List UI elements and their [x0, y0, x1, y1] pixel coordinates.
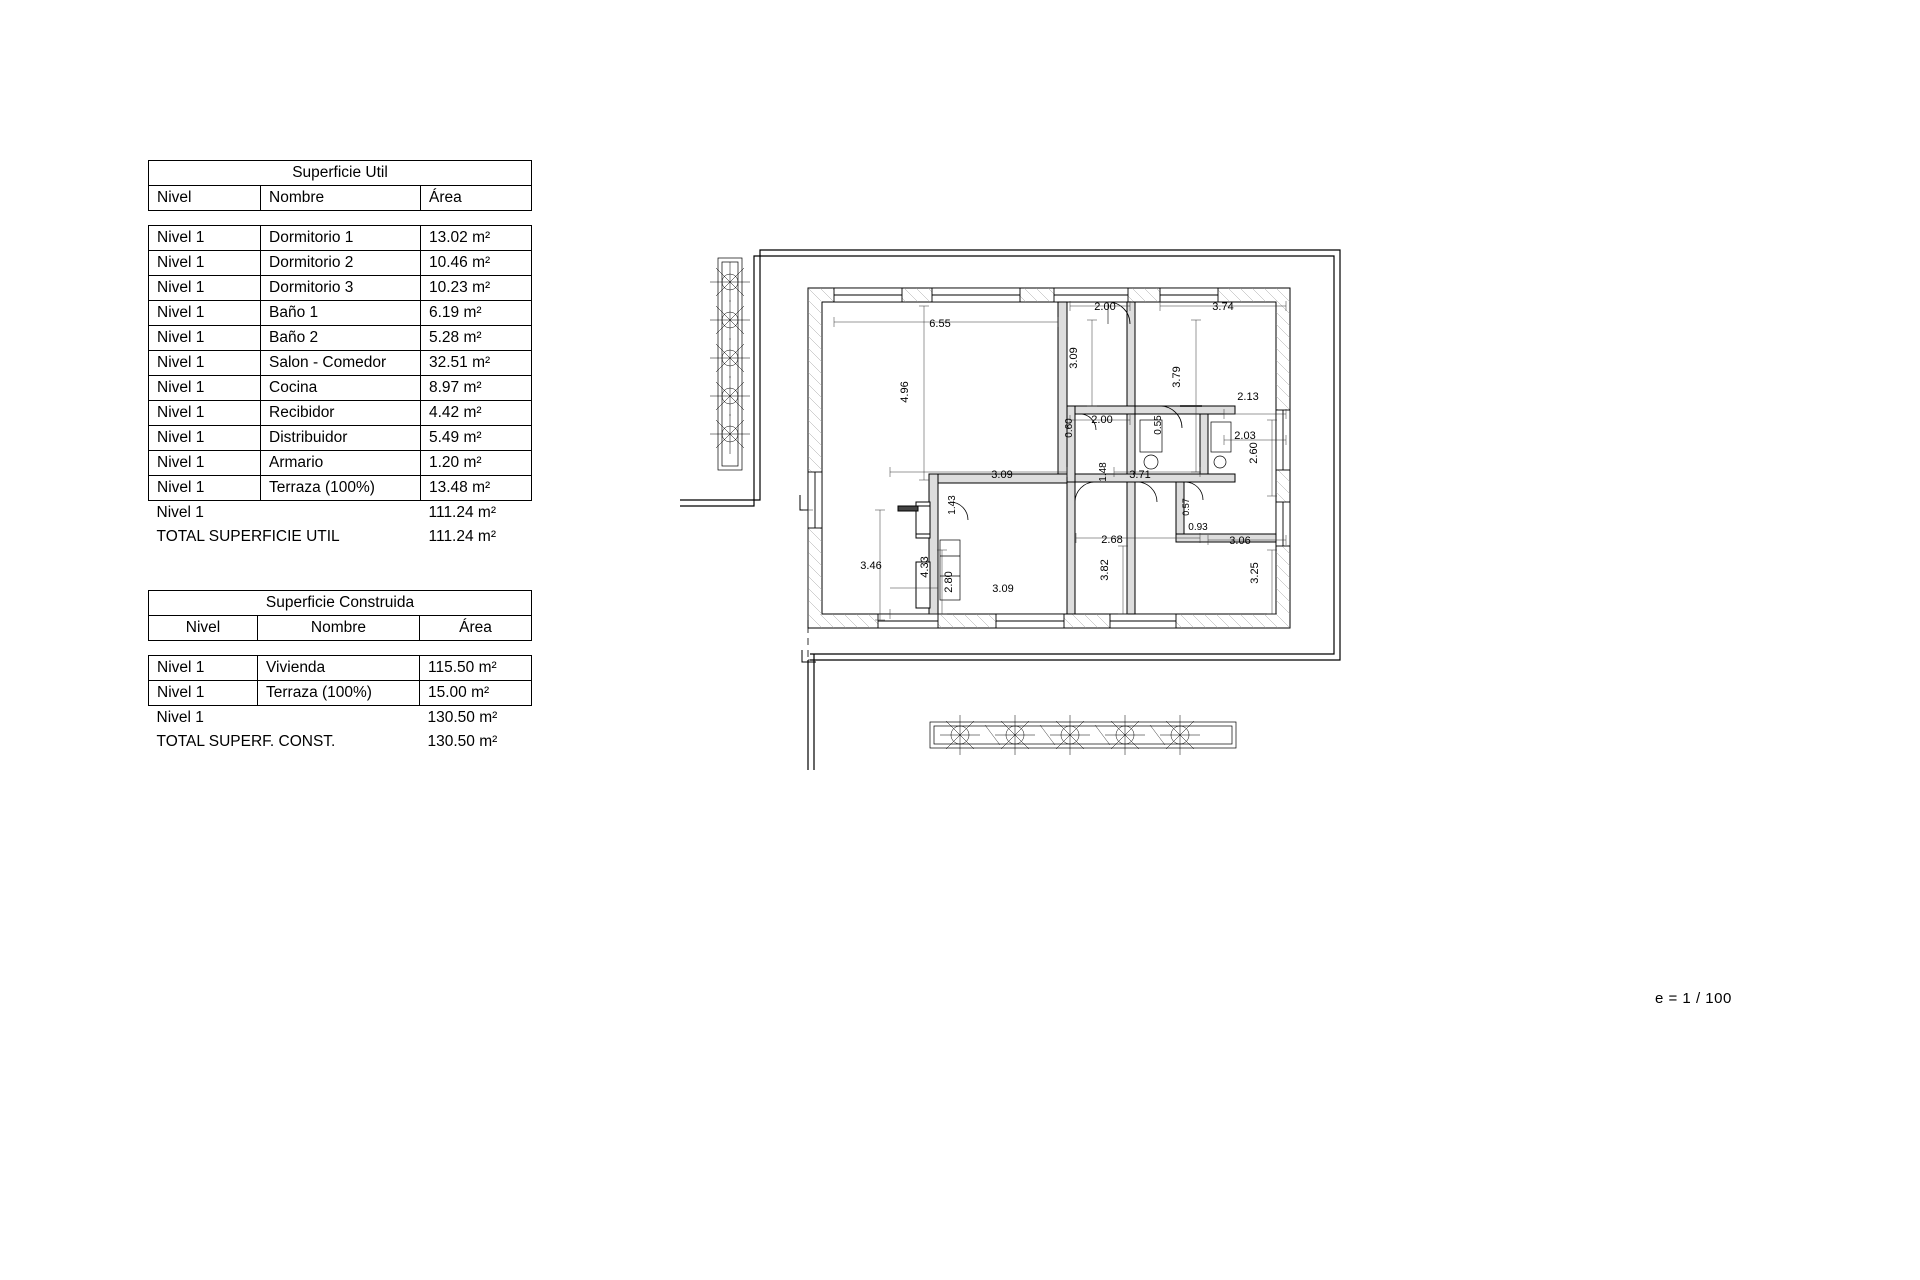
- cell-nivel: Nivel 1: [149, 351, 261, 376]
- cell-nombre: Recibidor: [261, 401, 421, 426]
- table-row: [149, 656, 532, 681]
- total-value: 130.50 m²: [427, 733, 498, 750]
- summary-label: Nivel 1: [156, 504, 204, 521]
- cell-nivel: Nivel 1: [149, 326, 261, 351]
- cell-area: 6.19 m²: [421, 301, 532, 326]
- cell-nombre: Armario: [261, 451, 421, 476]
- total-value: 111.24 m²: [428, 528, 496, 545]
- cell-nombre: Baño 2: [261, 326, 421, 351]
- cell-nivel: Nivel 1: [149, 451, 261, 476]
- table-spacer: [149, 641, 532, 656]
- cell-nombre: Distribuidor: [261, 426, 421, 451]
- table-summary-row: [149, 706, 532, 731]
- table-row: [149, 226, 532, 251]
- cell-nivel: Nivel 1: [149, 276, 261, 301]
- cell-nivel: Nivel 1: [149, 226, 261, 251]
- table-row: [149, 401, 532, 426]
- cell-nivel: Nivel 1: [149, 376, 261, 401]
- dim-label: 2.00: [1094, 301, 1116, 313]
- summary-value: 130.50 m²: [427, 709, 498, 726]
- floor-plan-drawing: [640, 210, 1460, 770]
- table-row: [149, 376, 532, 401]
- cell-nombre: Baño 1: [261, 301, 421, 326]
- windows: [808, 288, 1290, 628]
- dim-label: 1.43: [947, 495, 958, 515]
- column-header-area: Área: [421, 186, 532, 211]
- superficie-construida-table: [148, 590, 532, 754]
- dim-label: 3.09: [1068, 347, 1080, 369]
- table-row: [149, 301, 532, 326]
- summary-spacer: [258, 706, 420, 731]
- cell-nivel: Nivel 1: [149, 426, 261, 451]
- summary-value: 111.24 m²: [428, 504, 496, 521]
- table-title-row: [149, 161, 532, 186]
- dim-label: 2.13: [1237, 391, 1259, 403]
- cell-nivel: Nivel 1: [149, 656, 258, 681]
- table-row: [149, 326, 532, 351]
- dim-label: 2.80: [943, 571, 955, 593]
- dim-label: 3.09: [992, 583, 1014, 595]
- dim-label: 3.06: [1229, 535, 1251, 547]
- cell-nombre: Terraza (100%): [258, 681, 420, 706]
- cell-area: 13.48 m²: [421, 476, 532, 501]
- hedge-left-icon: [710, 258, 750, 470]
- dim-label: 3.46: [860, 560, 882, 572]
- table-head-util: [148, 160, 532, 549]
- site-boundary-wall: [680, 250, 1340, 770]
- cell-nombre: Vivienda: [258, 656, 420, 681]
- table-row: [149, 351, 532, 376]
- dim-label: 0.55: [1153, 415, 1164, 435]
- cell-nombre: Dormitorio 2: [261, 251, 421, 276]
- table-row: [149, 276, 532, 301]
- dim-label: 2.68: [1101, 534, 1123, 546]
- table-spacer: [149, 211, 532, 226]
- dim-label: 3.25: [1249, 562, 1261, 584]
- cell-area: 10.46 m²: [421, 251, 532, 276]
- cell-area: 5.28 m²: [421, 326, 532, 351]
- summary-spacer: [261, 501, 421, 526]
- dim-label: 1.48: [1098, 462, 1109, 482]
- dim-label: 2.03: [1234, 430, 1256, 442]
- cell-area: 15.00 m²: [420, 681, 532, 706]
- dim-label: 3.82: [1099, 559, 1111, 581]
- column-header-area: Área: [420, 616, 532, 641]
- hedge-bottom-icon: [930, 715, 1236, 755]
- cell-nombre: Dormitorio 1: [261, 226, 421, 251]
- cell-area: 10.23 m²: [421, 276, 532, 301]
- dim-label: 0.60: [1064, 418, 1075, 438]
- table-title: Superficie Construida: [149, 591, 532, 616]
- cell-nivel: Nivel 1: [149, 401, 261, 426]
- entrance-door: [898, 502, 930, 608]
- cell-area: 8.97 m²: [421, 376, 532, 401]
- cell-nivel: Nivel 1: [149, 301, 261, 326]
- dim-label: 3.09: [991, 469, 1013, 481]
- column-header-nombre: Nombre: [261, 186, 421, 211]
- dim-label: 2.00: [1091, 414, 1113, 426]
- dim-label: 3.71: [1129, 469, 1151, 481]
- superficie-util-table: [148, 160, 532, 549]
- table-row: [149, 451, 532, 476]
- cell-nombre: Terraza (100%): [261, 476, 421, 501]
- cell-nombre: Dormitorio 3: [261, 276, 421, 301]
- cell-area: 115.50 m²: [420, 656, 532, 681]
- cell-area: 5.49 m²: [421, 426, 532, 451]
- table-total-row: [149, 730, 532, 754]
- cell-area: 13.02 m²: [421, 226, 532, 251]
- scale-note: e = 1 / 100: [1655, 990, 1732, 1007]
- cell-area: 32.51 m²: [421, 351, 532, 376]
- dim-label: 6.55: [929, 318, 951, 330]
- cell-area: 1.20 m²: [421, 451, 532, 476]
- dim-label: 3.79: [1171, 366, 1183, 388]
- wall-hatch: [808, 288, 1290, 628]
- table-row: [149, 476, 532, 501]
- summary-label: Nivel 1: [156, 709, 204, 726]
- table-head-const: [148, 590, 532, 754]
- dim-label: 2.60: [1248, 442, 1260, 464]
- column-header-nivel: Nivel: [149, 616, 258, 641]
- table-title: Superficie Util: [149, 161, 532, 186]
- dim-label: 4.33: [919, 556, 931, 578]
- cell-area: 4.42 m²: [421, 401, 532, 426]
- table-header-row: [149, 186, 532, 211]
- table-total-row: [149, 525, 532, 549]
- table-summary-row: [149, 501, 532, 526]
- total-label: TOTAL SUPERF. CONST.: [156, 733, 336, 750]
- cell-nombre: Cocina: [261, 376, 421, 401]
- column-header-nivel: Nivel: [149, 186, 261, 211]
- dim-label: 4.96: [899, 381, 911, 403]
- dimension-lines: [803, 301, 1286, 620]
- house-outer-walls: [808, 288, 1290, 628]
- column-header-nombre: Nombre: [258, 616, 420, 641]
- cell-nivel: Nivel 1: [149, 251, 261, 276]
- table-row: [149, 681, 532, 706]
- total-label: TOTAL SUPERFICIE UTIL: [156, 528, 340, 545]
- cell-nombre: Salon - Comedor: [261, 351, 421, 376]
- dim-label: 3.74: [1212, 301, 1234, 313]
- table-row: [149, 426, 532, 451]
- dim-label: 0.93: [1188, 522, 1208, 533]
- cell-nivel: Nivel 1: [149, 681, 258, 706]
- dim-label: 0.57: [1181, 498, 1191, 516]
- table-row: [149, 251, 532, 276]
- table-title-row: [149, 591, 532, 616]
- table-header-row: [149, 616, 532, 641]
- cell-nivel: Nivel 1: [149, 476, 261, 501]
